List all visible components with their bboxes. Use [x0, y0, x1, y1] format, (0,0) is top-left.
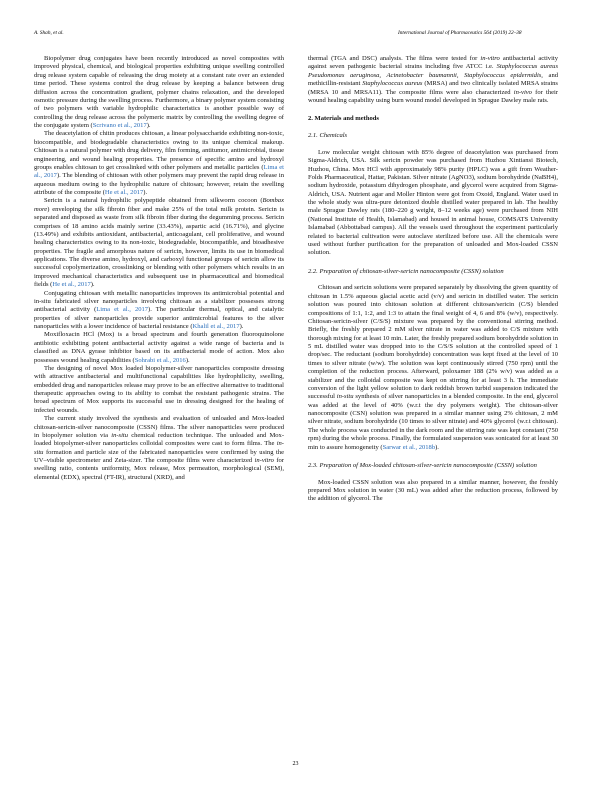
right-column: [308, 55, 558, 504]
paragraph: [308, 479, 558, 504]
italic-text: in-situ: [34, 440, 284, 456]
paragraph: [308, 284, 558, 452]
text-run: The designing of novel Mox loaded biopolymer-silver nanoparticles composite dressing with attractive antibacterial and multifunctional capabilities like hydrophilicity, swelling, embedded drug and nanoparticles release may prove to be an effective alternative to traditional therapeutic approaches owing to its ability to combat the resistant pathogenic strains. The broad spectrum of Mox supports its successful use in dressing designed for the healing of infected wounds.: [34, 364, 284, 414]
text-run: ).: [185, 356, 190, 364]
spacer: [308, 140, 558, 148]
subsection-heading: 2.1. Chemicals: [308, 132, 348, 140]
citation-link[interactable]: Scrivano et al., 2017: [92, 122, 147, 129]
spacer: [308, 105, 558, 115]
text-run: ).: [146, 122, 151, 129]
paragraph: [34, 197, 284, 289]
spacer: [308, 452, 558, 462]
citation-link[interactable]: He et al., 2017: [52, 281, 91, 289]
text-run: Biopolymer drug conjugates have been recently introduced as novel composites with improved physical, chemical, and biological properties exhibiting unique swelling controlled drug release system capable of releasing the drug moiety at a constant rate over an extended time period. These systems control the drug release by keeping a balance between drug diffusion across the concentration gradient, polymer chains relaxation, and the developed osmotic pressure during the swelling process. Furthermore, a binary polymer system consisting of two polymers with variable hydrophilic characteristics is another possible way of controlling the drug release across the polymeric matrix by controlling the swelling degree of the conjugate system (: [34, 55, 284, 129]
running-header-journal: International Journal of Pharmaceutics 564 (2019) 22–38: [398, 30, 522, 36]
text-run: ).: [239, 323, 244, 330]
spacer: [308, 470, 558, 478]
text-run: ).: [143, 189, 148, 196]
text-run: Chitosan and sericin solutions were prepared separately by dissolving the given quantity of chitosan in 1.5% aqueous glacial acetic acid (v/v) and sericin in distilled water. The sericin solution was poured into chitosan solution at different chitosan/sericin (C/S) blended compositions of 1:1, 1:2, and 1:3 to attain the final weight of 4, 6 and 8% (w/v), respectively. Chitosan-sericin-silver (C/S/S) mixture was prepared by the conventional stirring method. Briefly, the freshly prepared 2 mM silver nitrate in water was added to C/S mixture with thorough mixing for at least 10 min. Later, the freshly prepared sodium borohydride solution in 5 mL distilled water was dropped into to the C/S/S solution at the controlled speed of 1 drop/sec. The reductant (sodium borohydride) concentration was kept fixed at the level of 10 times to silver nitrate (w/w). The solution was kept continuously stirred (750 rpm) until the completion of the reduction process. Afterward, poloxamer 188 (2% w/v) was added as a stabilizer and the colloidal composite was kept on stirring for at least 3 h. The immediate conversion of the light yellow solution to dark reddish brown turbid suspension indicated the successful: [308, 284, 558, 401]
spacer: [308, 258, 558, 268]
paragraph: [308, 55, 558, 105]
italic-text: Bombax more: [34, 197, 284, 213]
text-run: for their wound healing capability using burn wound model developed in Sprague Dawley male rats.: [308, 88, 559, 104]
text-run: Sericin is a natural hydrophilic polypeptide obtained from silkworm cocoon (: [44, 197, 263, 205]
text-run: ).: [90, 281, 95, 289]
text-run: antibacterial activity against seven pathogenic bacterial strains including five ATCC i.e.: [308, 55, 558, 71]
paragraph: [34, 130, 284, 197]
paragraph: [34, 55, 284, 130]
text-run: Conjugating chitosan with metallic nanoparticles improves its antimicrobial potential and in-situ fabricated silver nanoparticles involving chitosan as a stabilizer possesses strong antibacterial activity (: [34, 289, 284, 314]
left-column: [34, 55, 284, 482]
text-run: Moxifloxacin HCl (Mox) is a broad spectrum and fourth generation fluoroquinolone antibiotic exhibiting potent antibacterial activity against a wide range of bacteria and is classified as DNA gyrase inhibitor based on its antibacterial mode of action. Mox also possesses wound healing capabilities (: [34, 331, 284, 364]
text-run: ). The particular thermal, optical, and catalytic properties of silver nanoparticles provide superior antimicrobial features to the silver nanoparticles with a lower incidence of bacterial resistance (: [34, 306, 284, 330]
italic-text: Staphylococcus aureus: [362, 80, 423, 88]
citation-link[interactable]: He et al., 2017: [104, 189, 144, 196]
paragraph: [34, 290, 284, 332]
page-number: 23: [292, 761, 299, 767]
text-run: thermal (TGA and DSC) analysis. The films were tested for: [308, 55, 481, 62]
text-run: (MRSA) and two clinically isolated MRSA strains (MRSA 10 and MRSA11). The composite films were also characterized: [308, 80, 558, 96]
subsection-heading: 2.2. Preparation of chitosan-silver-sericin nanocomposite (CSSN) solution: [308, 267, 504, 275]
spacer: [308, 124, 558, 132]
paragraph: [34, 331, 284, 365]
italic-text: in-vitro: [254, 457, 274, 464]
italic-text: in-vivo: [513, 88, 532, 96]
citation-link[interactable]: Sohrabi et al., 2016: [134, 356, 186, 364]
text-run: Mox-loaded CSSN solution was also prepared in a similar manner, however, the freshly prepared Mox solution in water (30 mL) was added after the reduction process, followed by the addition of glycerol. The: [308, 478, 558, 503]
paragraph: [34, 415, 284, 482]
citation-link[interactable]: Lima et al., 2017: [96, 306, 149, 314]
paragraph: [34, 365, 284, 415]
citation-link[interactable]: Khalil et al., 2017: [192, 323, 240, 330]
paragraph: [308, 149, 558, 258]
spacer: [308, 276, 558, 284]
section-heading: 2. Materials and methods: [308, 115, 379, 123]
running-header-authors: A. Shah, et al.: [34, 30, 64, 36]
text-run: The current study involved the synthesis and evaluation of unloaded and Mox-loaded chitosan-sericin-silver nanocomposite (CSSN) films. The silver nanoparticles were produced in biopolymer solution via: [34, 415, 284, 439]
italic-text: in-vitro: [480, 55, 500, 62]
italic-text: Staphylococcus aureus Pseudomonas aeruginosa, Acinetobacter baumannii, Staphylococcus epidermidis,: [308, 63, 558, 79]
citation-link[interactable]: Sarwar et al., 2018b: [382, 443, 436, 451]
text-run: formation and particle size of the fabricated nanoparticles were confirmed by using the UV–visible spectrometer and Zeta-sizer. The composite films were characterized: [34, 448, 284, 464]
subsection-heading: 2.3. Preparation of Mox-loaded chitosan-silver-sericin nanocomposite (CSSN) solution: [308, 461, 537, 469]
text-run: ) enveloping the silk fibroin fiber and make 25% of the total milk protein. Sericin is separated and disposed as waste from silk fibroin fiber during the degumming process. Sericin comprises of 18 amino acids mainly serine (33.43%), aspartic acid (16.71%), and glycine (13.49%) and exhibits antioxidant, antibacterial, anticoagulant, cell proliferative, and wound healing characteristics owing to its non-toxic, biodegradable, biocompatible, and bioadhesive properties. The fragile and amorphous nature of sericin, however, limits its use in biomedical applications. The diverse amino, hydroxyl, and carboxyl functional groups of sericin allow its successful copolymerization, crosslinking or blending with other polymers which results in an improved mechanical characteristics and subsequent use in pharmaceutical and biomedical fields (: [34, 205, 284, 289]
italic-text: in-situ: [336, 393, 354, 401]
text-run: Low molecular weight chitosan with 85% degree of deacetylation was purchased from Sigma-Aldrich, USA. Silk sericin powder was purchased from Huzhou Xintiansi Biotech, Huzhou, China. Mox HCl with approximately 98% purity (HPLC) was a gift from Weather-Folds Pharmaceutical, Hattar, Pakistan. Silver nitrate (AgNO3), sodium borohydride (NaBH4), sodium hydroxide, potassium dihydrogen phosphate, and glycerol were acquired from Sigma-Aldrich, USA. Nutrient agar and Moller Hinton were got from Oxoid, England. Water used in the whole study was ultra-pure deionized double distilled water prepared in lab. The healthy male Sprague Dawley rats (180–220 g weight, 8–12 weeks age) were purchased from NIH (National Institute of Health, Islamabad) and housed in animal house, COMSATS University Islamabad (Abbottabad campus). All the vessels used throughout the experiment particularly related to bacterial cultivation were autoclave sterilized before use. All the chemicals were used without further purification for the preparation of unloaded and Mox-loaded CSSN solution.: [308, 148, 558, 257]
italic-text: in-situ: [111, 431, 128, 439]
text-run: ).: [435, 443, 439, 451]
citation-link[interactable]: Lima et al., 2017: [34, 163, 285, 180]
text-run: for swelling ratio, contents uniformity, Mox release, Mox permeation, morphological (SEM), elemental (EDX), spectral (FT-IR), structural (XRD), and: [34, 457, 284, 481]
text-run: The deacetylation of chitin produces chitosan, a linear polysaccharide exhibiting non-toxic, biocompatible, and biodegradable characteristics owing to its unique chemical makeup. Chitosan is a natural polymer with drug delivery, film forming, antitumor, antimicrobial, tissue engineering, and wound healing properties. The presence of specific amino and hydroxyl groups enables chitosan to get crosslinked with other polymers and metallic particles (: [34, 130, 284, 171]
text-run: and methicillin-resistant: [308, 71, 558, 88]
text-run: chemical reduction technique. The unloaded and Mox-loaded biopolymer-silver nanoparticles colloidal composites were cast to form films. The: [34, 431, 285, 448]
text-run: synthesis of silver nanoparticles in a blended composite. In the end, glycerol was added at the level of 40% (w.r.t the dry polymers weight). The chitosan-silver nanocomposite (CSN) solution was prepared in a similar manner using 2% chitosan, 2 mM silver nitrate, sodium borohydride (10 times to silver nitrate) and 40% glycerol (w.r.t chitosan). The whole process was conducted in the dark room and the stirring rate was kept constant (750 rpm) during the whole process. Finally, the formulated suspension was sonicated for at least 30 min to assure homogeneity (: [308, 393, 559, 451]
text-run: ). The blending of chitosan with other polymers may prevent the rapid drug release in aqueous medium owing to the hydrophilic nature of chitosan; however, retain the swelling attribute of the composite (: [34, 172, 285, 196]
